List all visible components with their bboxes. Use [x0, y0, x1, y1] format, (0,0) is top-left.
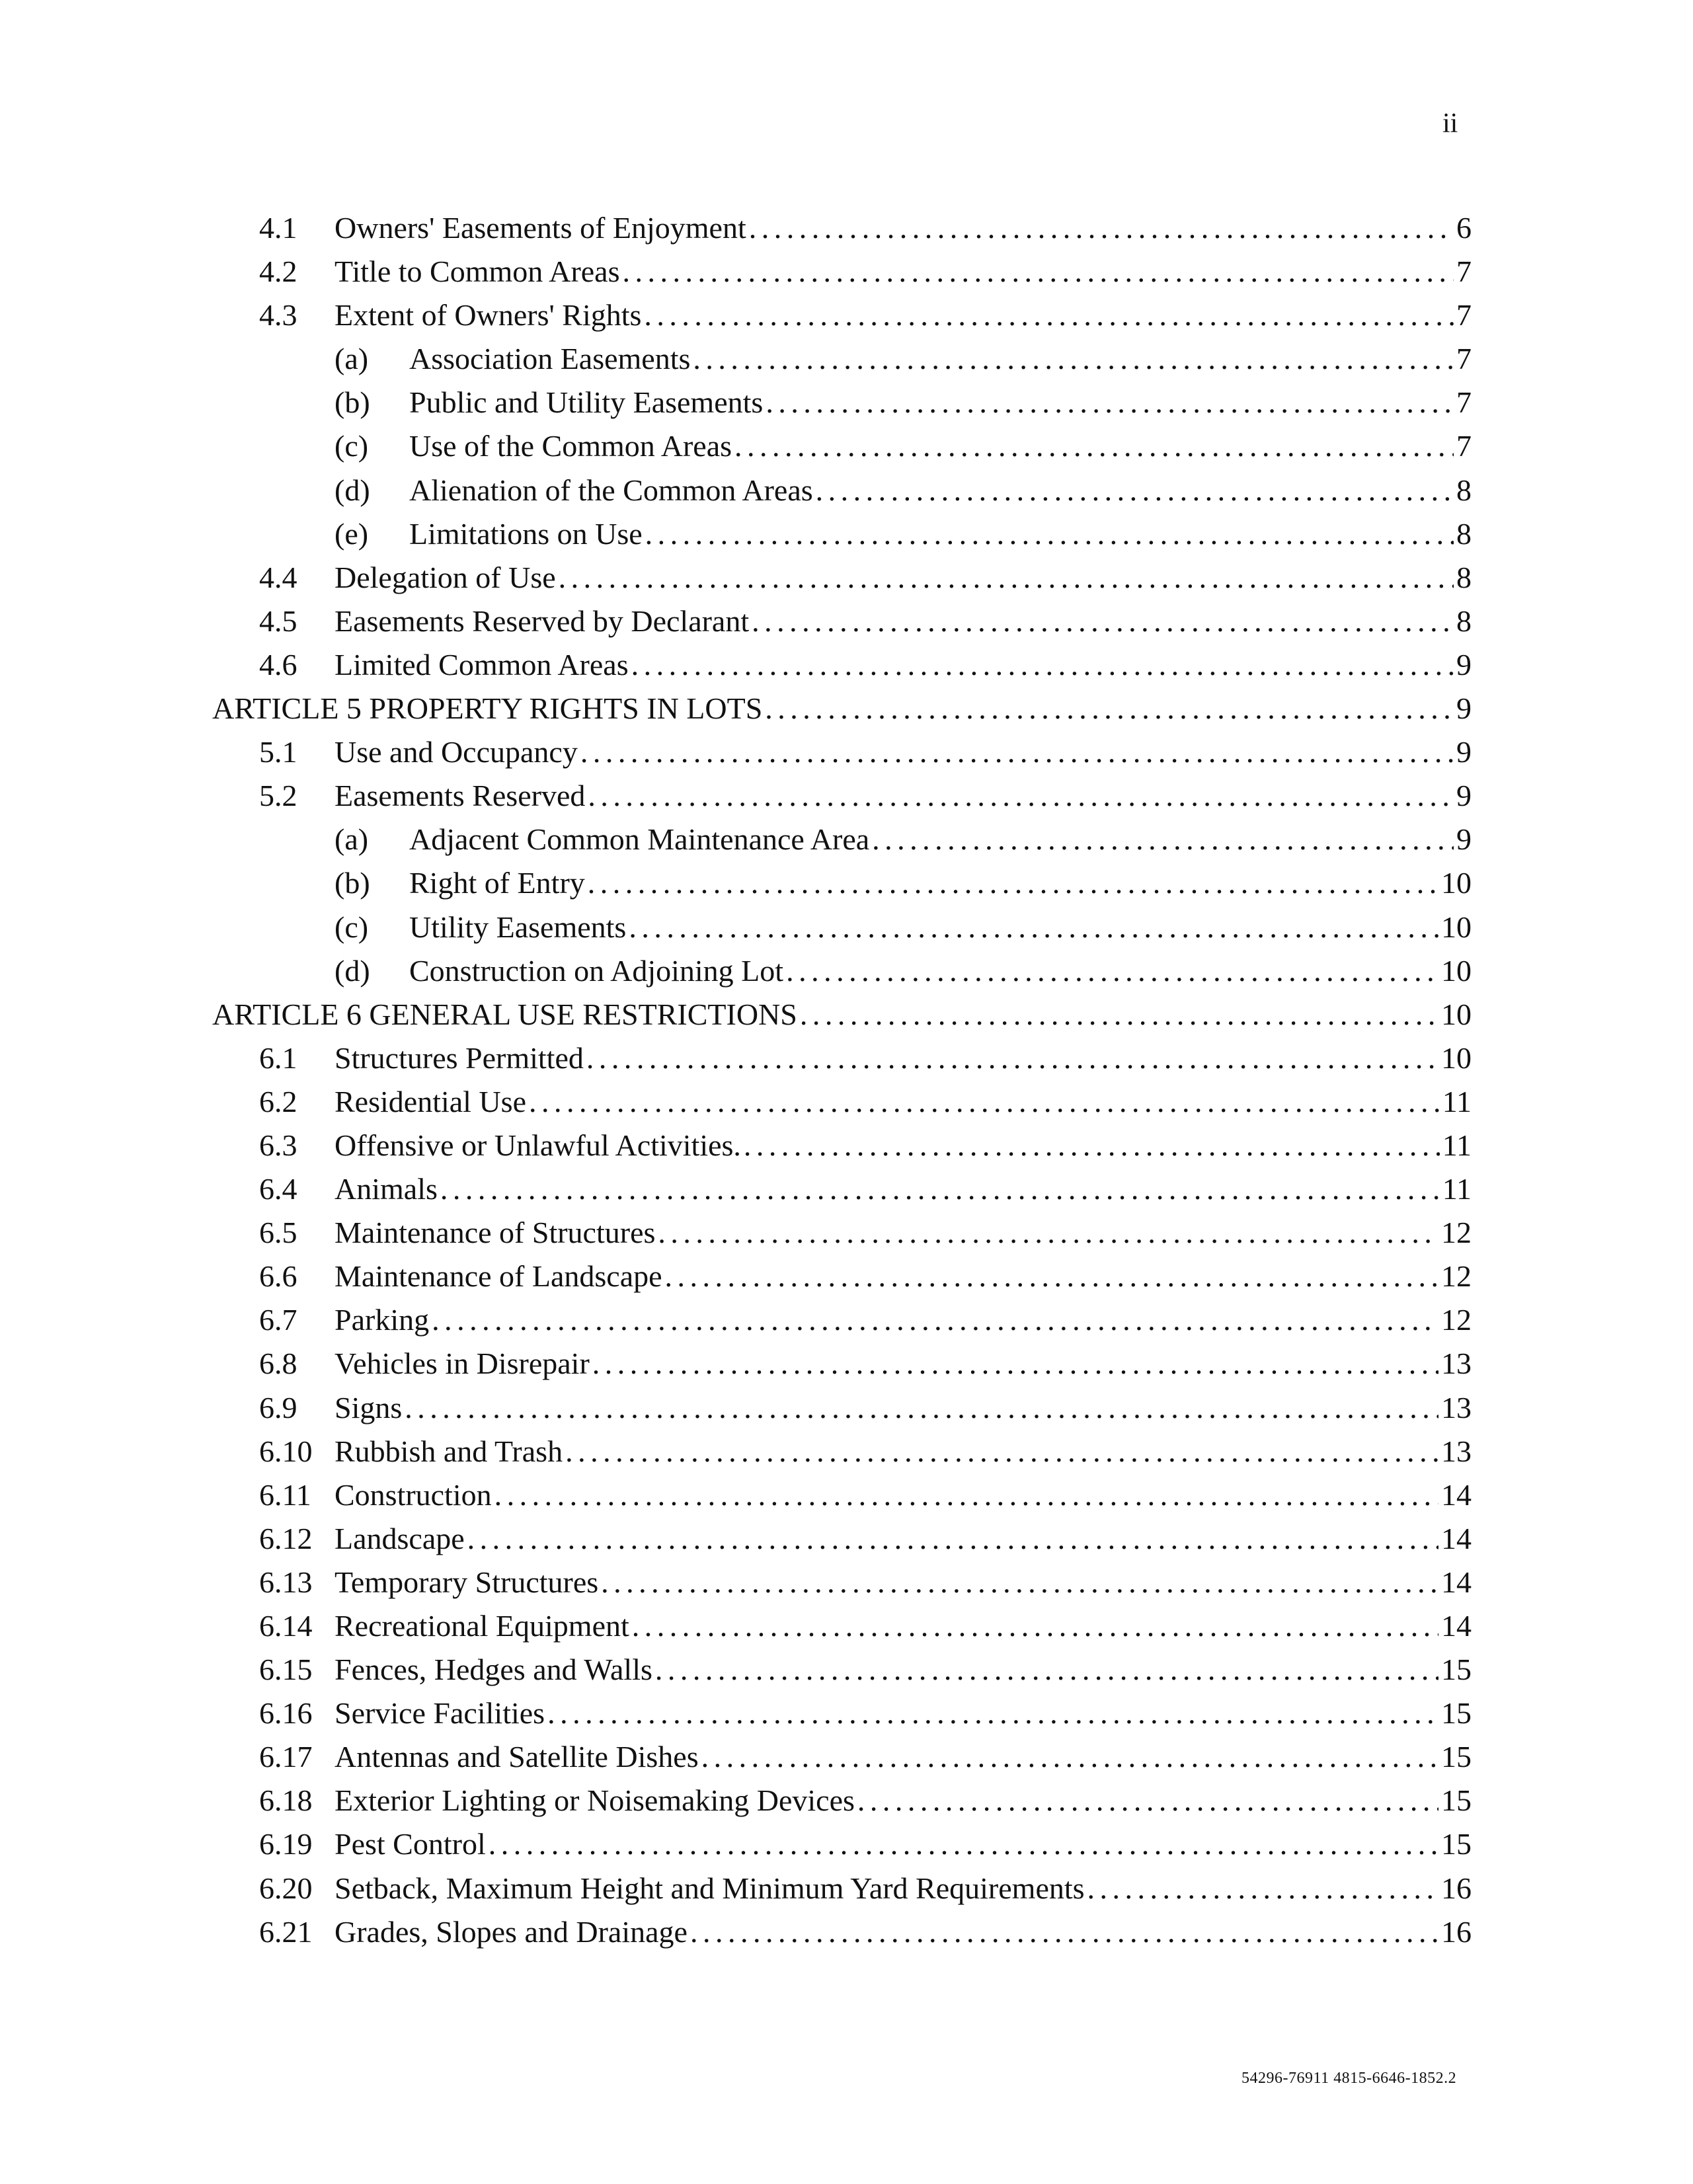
- toc-section: [0, 1298, 1693, 1342]
- toc-entry-title: Pest Control: [335, 1827, 486, 1861]
- toc-entry-title: Recreational Equipment: [335, 1609, 629, 1643]
- toc-entry-title: Grades, Slopes and Drainage: [335, 1914, 688, 1949]
- toc-entry-number: 4.5: [259, 604, 297, 638]
- toc-entry-title: Public and Utility Easements: [409, 385, 764, 420]
- toc-entry-number: 6.3: [259, 1128, 297, 1162]
- toc-entry-page: 9: [1456, 691, 1472, 726]
- toc-entry-number: 6.16: [259, 1696, 313, 1731]
- toc-dot-leader: [690, 1910, 1438, 1954]
- toc-entry-page: 14: [1441, 1521, 1472, 1555]
- toc-subitem: [0, 861, 1693, 905]
- toc-dot-leader: [857, 1779, 1438, 1822]
- toc-entry-number: 4.4: [259, 560, 297, 594]
- toc-entry-title: Residential Use: [335, 1084, 526, 1118]
- toc-section: [0, 293, 1693, 337]
- toc-entry-title: Service Facilities: [335, 1696, 545, 1731]
- toc-subitem: [0, 949, 1693, 993]
- toc-entry-page: 12: [1441, 1259, 1472, 1294]
- toc-entry-page: 9: [1456, 647, 1472, 682]
- toc-section: [0, 600, 1693, 643]
- toc-dot-leader: [586, 1036, 1438, 1080]
- toc-section: [0, 1211, 1693, 1255]
- toc-entry-page: 14: [1441, 1565, 1472, 1599]
- toc-entry-number: 5.1: [259, 735, 297, 769]
- toc-entry-title: Antennas and Satellite Dishes: [335, 1740, 699, 1774]
- toc-entry-title: Limited Common Areas: [335, 647, 629, 682]
- toc-entry-page: 7: [1456, 254, 1472, 289]
- toc-dot-leader: [631, 643, 1454, 687]
- toc-entry-number: 6.2: [259, 1084, 297, 1118]
- toc-section: [0, 643, 1693, 687]
- toc-section: [0, 1867, 1693, 1910]
- toc-subitem: [0, 818, 1693, 861]
- toc-section: [0, 1473, 1693, 1517]
- toc-entry-title: Right of Entry: [409, 866, 585, 900]
- toc-section: [0, 206, 1693, 250]
- toc-dot-leader: [580, 730, 1454, 774]
- toc-subitem: [0, 512, 1693, 556]
- toc-entry-number: 6.21: [259, 1914, 313, 1949]
- toc-entry-page: 8: [1456, 516, 1472, 551]
- toc-entry-page: 12: [1441, 1303, 1472, 1337]
- toc-dot-leader: [632, 1604, 1438, 1648]
- toc-entry-number: 6.6: [259, 1259, 297, 1294]
- toc-dot-leader: [752, 600, 1454, 643]
- toc-dot-leader: [1087, 1867, 1438, 1910]
- toc-entry-page: 15: [1441, 1740, 1472, 1774]
- toc-dot-leader: [623, 250, 1454, 293]
- toc-entry-title: Exterior Lighting or Noisemaking Devices: [335, 1783, 855, 1818]
- toc-entry-number: 6.18: [259, 1783, 313, 1818]
- toc-entry-title: Alienation of the Common Areas: [409, 473, 813, 507]
- toc-dot-leader: [786, 949, 1438, 993]
- toc-dot-leader: [655, 1648, 1438, 1692]
- toc-dot-leader: [565, 1430, 1438, 1473]
- toc-section: [0, 1561, 1693, 1604]
- toc-section: [0, 1386, 1693, 1430]
- toc-subitem: [0, 381, 1693, 424]
- toc-entry-number: 6.13: [259, 1565, 313, 1599]
- toc-section: [0, 1604, 1693, 1648]
- toc-dot-leader: [765, 687, 1454, 730]
- toc-entry-number: 6.12: [259, 1521, 313, 1555]
- toc-dot-leader: [588, 861, 1438, 905]
- toc-entry-page: 8: [1456, 473, 1472, 507]
- toc-dot-leader: [601, 1561, 1438, 1604]
- toc-entry-title: Offensive or Unlawful Activities.: [335, 1128, 741, 1162]
- toc-dot-leader: [405, 1386, 1438, 1430]
- toc-entry-page: 8: [1456, 560, 1472, 594]
- toc-dot-leader: [588, 774, 1454, 818]
- toc-subitem: [0, 337, 1693, 381]
- toc-entry-title: Easements Reserved by Declarant: [335, 604, 750, 638]
- toc-entry-page: 9: [1456, 779, 1472, 813]
- toc-entry-number: 6.14: [259, 1609, 313, 1643]
- toc-entry-number: (d): [335, 473, 370, 507]
- toc-entry-title: Extent of Owners' Rights: [335, 298, 642, 332]
- toc-entry-page: 11: [1442, 1172, 1472, 1206]
- toc-entry-page: 10: [1441, 910, 1472, 944]
- toc-section: [0, 1822, 1693, 1866]
- toc-entry-number: 6.15: [259, 1653, 313, 1687]
- toc-section: [0, 1124, 1693, 1167]
- toc-section: [0, 1080, 1693, 1124]
- toc-entry-title: Delegation of Use: [335, 560, 556, 594]
- toc-entry-page: 10: [1441, 866, 1472, 900]
- toc-entry-title: Adjacent Common Maintenance Area: [409, 822, 870, 857]
- toc-dot-leader: [734, 424, 1454, 468]
- toc-entry-number: (b): [335, 385, 370, 420]
- toc-section: [0, 1342, 1693, 1385]
- toc-section: [0, 1167, 1693, 1211]
- toc-section: [0, 1430, 1693, 1473]
- toc-dot-leader: [701, 1735, 1438, 1779]
- toc-entry-number: 4.6: [259, 647, 297, 682]
- toc-section: [0, 1648, 1693, 1692]
- toc-entry-page: 14: [1441, 1609, 1472, 1643]
- toc-entry-title: Title to Common Areas: [335, 254, 620, 289]
- document-id-footer: 54296-76911 4815-6646-1852.2: [1241, 2070, 1457, 2087]
- toc-entry-page: 8: [1456, 604, 1472, 638]
- toc-entry-title: Signs: [335, 1390, 403, 1424]
- toc-dot-leader: [467, 1517, 1438, 1561]
- toc-dot-leader: [800, 993, 1438, 1036]
- toc-entry-page: 11: [1442, 1084, 1472, 1118]
- toc-entry-title: Construction: [335, 1477, 492, 1512]
- toc-entry-page: 7: [1456, 342, 1472, 376]
- toc-entry-number: 6.5: [259, 1216, 297, 1250]
- toc-section: [0, 250, 1693, 293]
- toc-dot-leader: [658, 1211, 1438, 1255]
- toc-entry-page: 15: [1441, 1783, 1472, 1818]
- toc-entry-title: Owners' Easements of Enjoyment: [335, 211, 746, 245]
- toc-entry-title: Rubbish and Trash: [335, 1434, 563, 1468]
- toc-article-heading: [0, 687, 1693, 730]
- toc-entry-number: 4.2: [259, 254, 297, 289]
- toc-entry-number: 6.1: [259, 1040, 297, 1075]
- toc-entry-page: 11: [1442, 1128, 1472, 1162]
- toc-entry-title: Maintenance of Landscape: [335, 1259, 662, 1294]
- toc-entry-number: 6.4: [259, 1172, 297, 1206]
- toc-entry-number: (b): [335, 866, 370, 900]
- toc-entry-number: 4.3: [259, 298, 297, 332]
- toc-subitem: [0, 906, 1693, 949]
- toc-entry-title: Use and Occupancy: [335, 735, 578, 769]
- toc-entry-number: (a): [335, 342, 369, 376]
- toc-entry-page: 9: [1456, 822, 1472, 857]
- toc-dot-leader: [559, 556, 1454, 600]
- toc-entry-number: 6.10: [259, 1434, 313, 1468]
- toc-entry-page: 6: [1456, 211, 1472, 245]
- toc-section: [0, 1779, 1693, 1822]
- toc-section: [0, 1036, 1693, 1080]
- toc-section: [0, 1910, 1693, 1954]
- toc-entry-title: Temporary Structures: [335, 1565, 599, 1599]
- toc-subitem: [0, 469, 1693, 512]
- toc-entry-title: Structures Permitted: [335, 1040, 584, 1075]
- toc-dot-leader: [440, 1167, 1440, 1211]
- toc-entry-page: 7: [1456, 298, 1472, 332]
- toc-entry-page: 13: [1441, 1434, 1472, 1468]
- toc-entry-title: Maintenance of Structures: [335, 1216, 656, 1250]
- toc-entry-page: 12: [1441, 1216, 1472, 1250]
- toc-entry-title: ARTICLE 5 PROPERTY RIGHTS IN LOTS: [212, 691, 763, 726]
- toc-entry-title: Construction on Adjoining Lot: [409, 953, 784, 988]
- toc-entry-number: (d): [335, 953, 370, 988]
- toc-section: [0, 1692, 1693, 1735]
- toc-entry-page: 13: [1441, 1346, 1472, 1381]
- toc-section: [0, 1255, 1693, 1298]
- toc-entry-title: Limitations on Use: [409, 516, 643, 551]
- toc-entry-number: 6.20: [259, 1871, 313, 1905]
- toc-entry-number: 6.8: [259, 1346, 297, 1381]
- toc-dot-leader: [432, 1298, 1438, 1342]
- toc-dot-leader: [529, 1080, 1440, 1124]
- toc-entry-number: (c): [335, 910, 369, 944]
- toc-entry-page: 14: [1441, 1477, 1472, 1512]
- toc-entry-page: 15: [1441, 1827, 1472, 1861]
- toc-dot-leader: [645, 512, 1454, 556]
- toc-dot-leader: [749, 206, 1454, 250]
- toc-dot-leader: [665, 1255, 1438, 1298]
- toc-dot-leader: [489, 1822, 1438, 1866]
- toc-entry-page: 10: [1441, 953, 1472, 988]
- toc-entry-number: 5.2: [259, 779, 297, 813]
- table-of-contents: [0, 206, 1693, 1954]
- toc-entry-title: ARTICLE 6 GENERAL USE RESTRICTIONS: [212, 997, 797, 1031]
- toc-entry-title: Animals: [335, 1172, 438, 1206]
- toc-entry-title: Association Easements: [409, 342, 691, 376]
- toc-entry-number: (e): [335, 516, 369, 551]
- toc-entry-page: 15: [1441, 1696, 1472, 1731]
- toc-dot-leader: [816, 469, 1454, 512]
- toc-entry-number: (a): [335, 822, 369, 857]
- toc-dot-leader: [644, 293, 1454, 337]
- toc-section: [0, 1735, 1693, 1779]
- toc-entry-page: 16: [1441, 1871, 1472, 1905]
- toc-entry-page: 13: [1441, 1390, 1472, 1424]
- toc-entry-number: 6.11: [259, 1477, 311, 1512]
- toc-entry-title: Parking: [335, 1303, 430, 1337]
- toc-section: [0, 730, 1693, 774]
- toc-entry-page: 10: [1441, 997, 1472, 1031]
- toc-section: [0, 774, 1693, 818]
- toc-entry-title: Fences, Hedges and Walls: [335, 1653, 652, 1687]
- toc-dot-leader: [494, 1473, 1438, 1517]
- toc-entry-number: 4.1: [259, 211, 297, 245]
- toc-dot-leader: [744, 1124, 1440, 1167]
- toc-entry-title: Vehicles in Disrepair: [335, 1346, 590, 1381]
- page-number: ii: [1442, 108, 1458, 139]
- toc-entry-number: 6.19: [259, 1827, 313, 1861]
- toc-entry-number: 6.9: [259, 1390, 297, 1424]
- toc-entry-title: Setback, Maximum Height and Minimum Yard Requirements: [335, 1871, 1085, 1905]
- toc-section: [0, 1517, 1693, 1561]
- toc-dot-leader: [629, 906, 1438, 949]
- toc-section: [0, 556, 1693, 600]
- toc-entry-title: Easements Reserved: [335, 779, 586, 813]
- toc-dot-leader: [766, 381, 1454, 424]
- toc-article-heading: [0, 993, 1693, 1036]
- toc-entry-title: Utility Easements: [409, 910, 627, 944]
- toc-entry-title: Use of the Common Areas: [409, 429, 732, 463]
- toc-entry-number: 6.7: [259, 1303, 297, 1337]
- toc-entry-page: 9: [1456, 735, 1472, 769]
- toc-entry-page: 15: [1441, 1653, 1472, 1687]
- toc-entry-number: (c): [335, 429, 369, 463]
- toc-subitem: [0, 424, 1693, 468]
- toc-entry-page: 16: [1441, 1914, 1472, 1949]
- toc-entry-title: Landscape: [335, 1521, 465, 1555]
- toc-entry-page: 10: [1441, 1040, 1472, 1075]
- toc-entry-page: 7: [1456, 429, 1472, 463]
- toc-dot-leader: [547, 1692, 1438, 1735]
- toc-dot-leader: [592, 1342, 1438, 1385]
- toc-dot-leader: [872, 818, 1454, 861]
- toc-dot-leader: [693, 337, 1454, 381]
- toc-entry-number: 6.17: [259, 1740, 313, 1774]
- toc-entry-page: 7: [1456, 385, 1472, 420]
